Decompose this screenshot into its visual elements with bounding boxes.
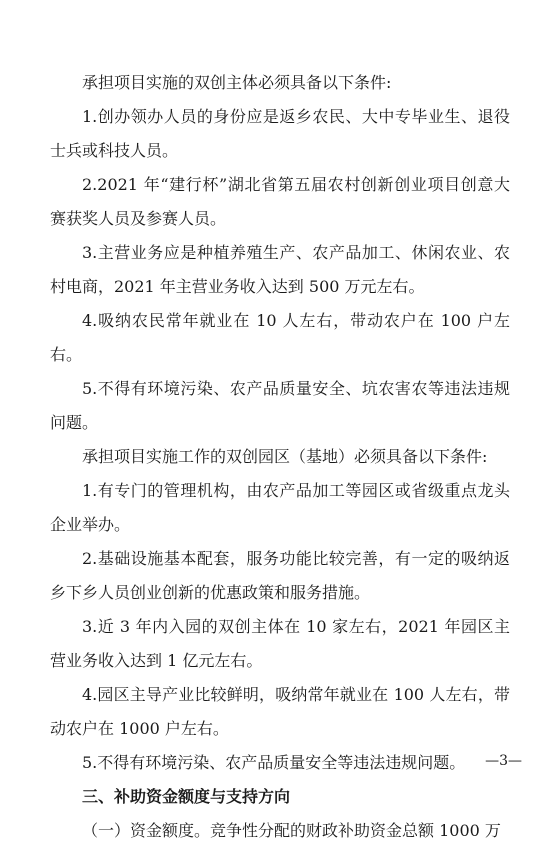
paragraph: 1.创办领办人员的身份应是返乡农民、大中专毕业生、退役士兵或科技人员。 xyxy=(50,107,510,160)
section-heading: 三、补助资金额度与支持方向 xyxy=(82,787,291,806)
paragraph: （一）资金额度。竞争性分配的财政补助资金总额 1000 万 xyxy=(82,821,501,840)
paragraph: 5.不得有环境污染、农产品质量安全等违法违规问题。 xyxy=(82,753,466,772)
paragraph: 3.主营业务应是种植养殖生产、农产品加工、休闲农业、农村电商，2021 年主营业务收入达到 500 万元左右。 xyxy=(50,243,510,296)
paragraph: 5.不得有环境污染、农产品质量安全、坑农害农等违法违规问题。 xyxy=(50,379,510,432)
paragraph: 2.2021 年“建行杯”湖北省第五届农村创新创业项目创意大赛获奖人员及参赛人员。 xyxy=(50,175,510,228)
paragraph: 1.有专门的管理机构，由农产品加工等园区或省级重点龙头企业举办。 xyxy=(50,481,510,534)
paragraph: 2.基础设施基本配套，服务功能比较完善，有一定的吸纳返乡下乡人员创业创新的优惠政策和服务措施。 xyxy=(50,549,510,602)
document-body xyxy=(50,66,510,848)
page-number: —3— xyxy=(485,753,522,769)
paragraph: 承担项目实施的双创主体必须具备以下条件: xyxy=(82,73,392,92)
paragraph: 4.园区主导产业比较鲜明，吸纳常年就业在 100 人左右，带动农户在 1000 户左右。 xyxy=(50,685,510,738)
paragraph: 承担项目实施工作的双创园区（基地）必须具备以下条件: xyxy=(82,447,488,466)
paragraph: 3.近 3 年内入园的双创主体在 10 家左右，2021 年园区主营业务收入达到 1 亿元左右。 xyxy=(50,617,510,670)
paragraph: 4.吸纳农民常年就业在 10 人左右，带动农户在 100 户左右。 xyxy=(50,311,510,364)
